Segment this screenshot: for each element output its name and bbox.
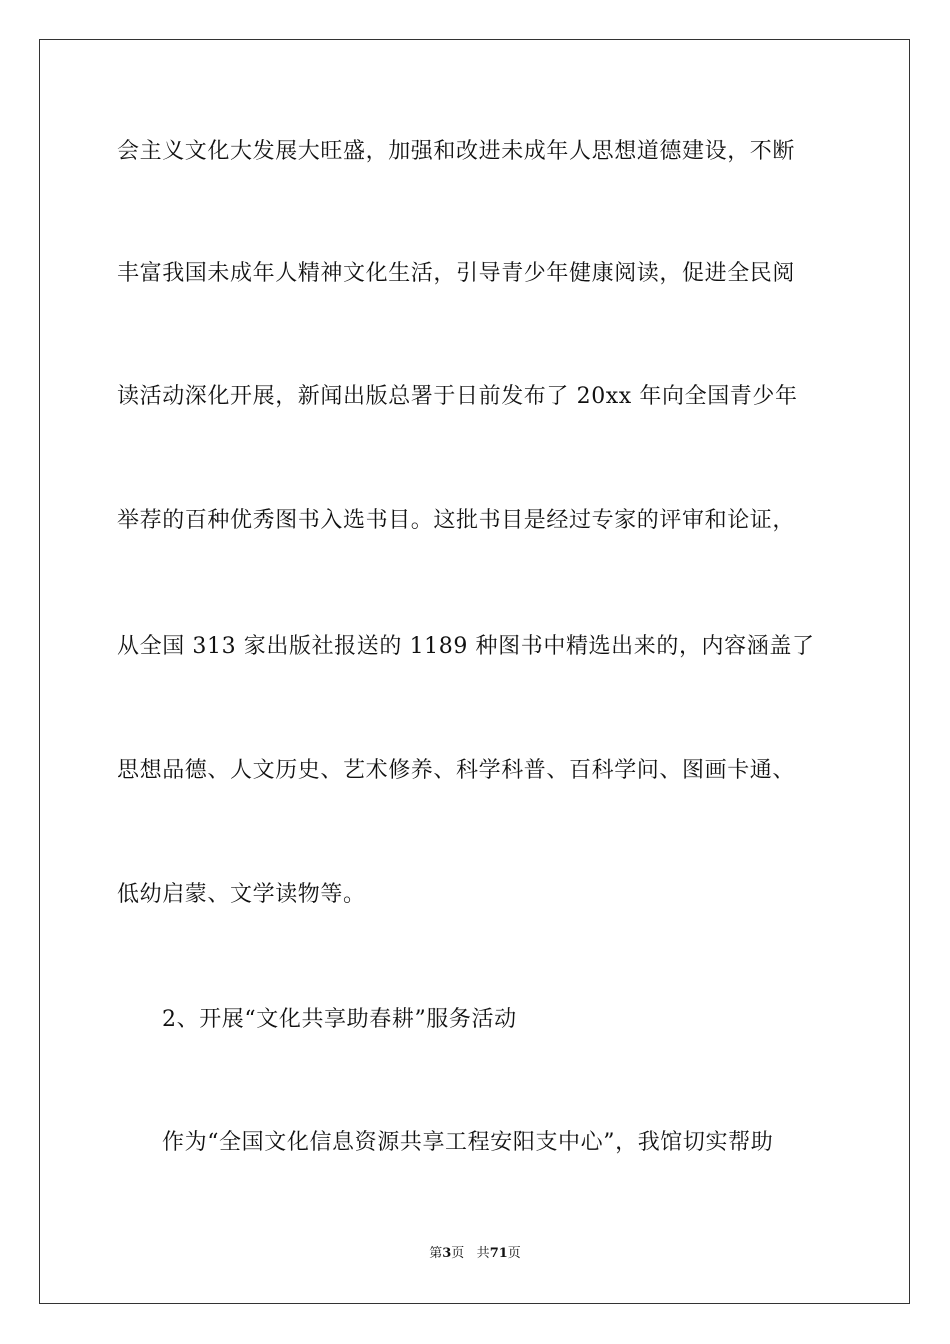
total-suffix: 页 bbox=[507, 1246, 521, 1261]
text-line-3: 读活动深化开展，新闻出版总署于日前发布了 20xx 年向全国青少年 bbox=[117, 384, 798, 409]
page-suffix: 页 bbox=[451, 1246, 465, 1261]
page-number: 3 bbox=[442, 1246, 452, 1261]
text-line-4: 举荐的百种优秀图书入选书目。这批书目是经过专家的评审和论证， bbox=[117, 508, 796, 533]
text-line-6: 思想品德、人文历史、艺术修养、科学科普、百科学问、图画卡通、 bbox=[117, 758, 796, 783]
text-line-2: 丰富我国未成年人精神文化生活，引导青少年健康阅读，促进全民阅 bbox=[117, 261, 796, 286]
text-line-9: 作为“全国文化信息资源共享工程安阳支中心”，我馆切实帮助 bbox=[162, 1130, 774, 1155]
page-border bbox=[39, 39, 910, 1304]
page-footer bbox=[0, 1245, 950, 1263]
section-heading: 2、开展“文化共享助春耕”服务活动 bbox=[162, 1007, 517, 1032]
text-line-7: 低幼启蒙、文学读物等。 bbox=[117, 882, 366, 907]
text-line-5: 从全国 313 家出版社报送的 1189 种图书中精选出来的，内容涵盖了 bbox=[117, 634, 815, 659]
total-pages: 71 bbox=[489, 1246, 508, 1261]
text-line-1: 会主义文化大发展大旺盛，加强和改进未成年人思想道德建设，不断 bbox=[117, 139, 796, 164]
total-prefix: 共 bbox=[476, 1246, 490, 1261]
page-prefix: 第 bbox=[429, 1246, 443, 1261]
